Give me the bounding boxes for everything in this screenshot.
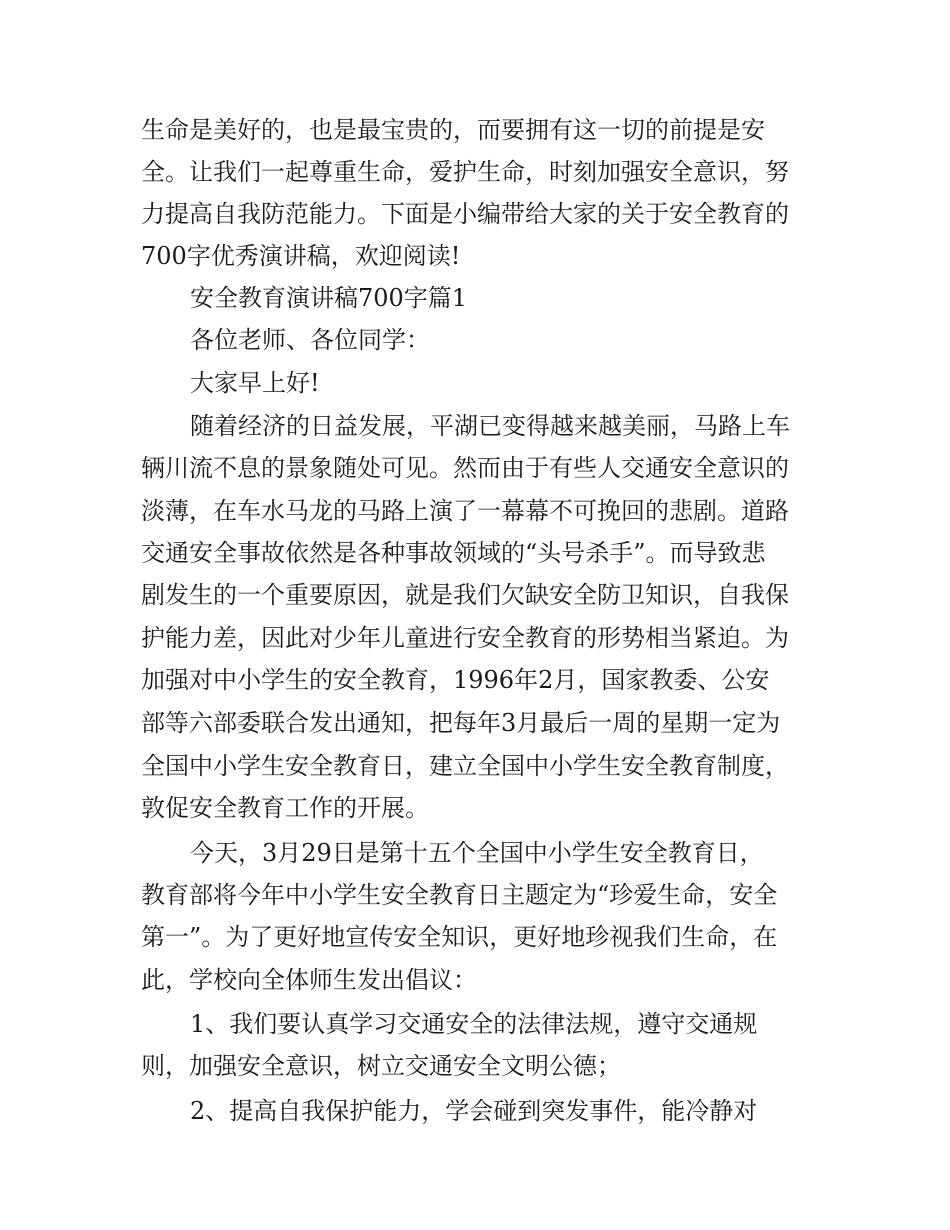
text-line-4: 700字优秀演讲稿，欢迎阅读! (141, 242, 461, 270)
text-line-17: 敦促安全教育工作的开展。 (141, 794, 429, 822)
text-line-8: 随着经济的日益发展，平湖已变得越来越美丽，马路上车 (190, 412, 790, 440)
text-line-19: 教育部将今年中小学生安全教育日主题定为“珍爱生命，安全 (141, 881, 778, 909)
text-line-12: 剧发生的一个重要原因，就是我们欠缺安全防卫知识，自我保 (141, 581, 789, 609)
text-line-11: 交通安全事故依然是各种事故领域的“头号杀手”。而导致悲 (141, 539, 766, 567)
text-line-24: 2、提高自我保护能力，学会碰到突发事件，能冷静对 (190, 1097, 758, 1125)
text-line-20: 第一”。为了更好地宣传安全知识，更好地珍视我们生命，在 (141, 923, 778, 951)
text-line-10: 淡薄，在车水马龙的马路上演了一幕幕不可挽回的悲剧。道路 (141, 497, 789, 525)
text-line-15: 部等六部委联合发出通知，把每年3月最后一周的星期一定为 (141, 709, 781, 737)
text-line-18: 今天，3月29日是第十五个全国中小学生安全教育日， (190, 839, 764, 867)
text-line-16: 全国中小学生安全教育日，建立全国中小学生安全教育制度， (141, 752, 789, 780)
text-line-13: 护能力差，因此对少年儿童进行安全教育的形势相当紧迫。为 (141, 624, 789, 652)
text-line-1: 生命是美好的，也是最宝贵的，而要拥有这一切的前提是安 (141, 116, 765, 144)
text-line-14: 加强对中小学生的安全教育，1996年2月，国家教委、公安 (141, 666, 770, 694)
text-line-22: 1、我们要认真学习交通安全的法律法规，遵守交通规 (190, 1010, 758, 1038)
section-heading: 安全教育演讲稿700字篇1 (190, 284, 468, 312)
salutation: 各位老师、各位同学： (190, 326, 430, 354)
text-line-2: 全。让我们一起尊重生命，爱护生命，时刻加强安全意识，努 (141, 158, 789, 186)
greeting: 大家早上好! (190, 369, 320, 397)
text-line-21: 此，学校向全体师生发出倡议： (141, 966, 477, 994)
text-line-23: 则，加强安全意识，树立交通安全文明公德； (141, 1052, 621, 1080)
text-line-9: 辆川流不息的景象随处可见。然而由于有些人交通安全意识的 (141, 454, 789, 482)
text-line-3: 力提高自我防范能力。下面是小编带给大家的关于安全教育的 (141, 200, 789, 228)
